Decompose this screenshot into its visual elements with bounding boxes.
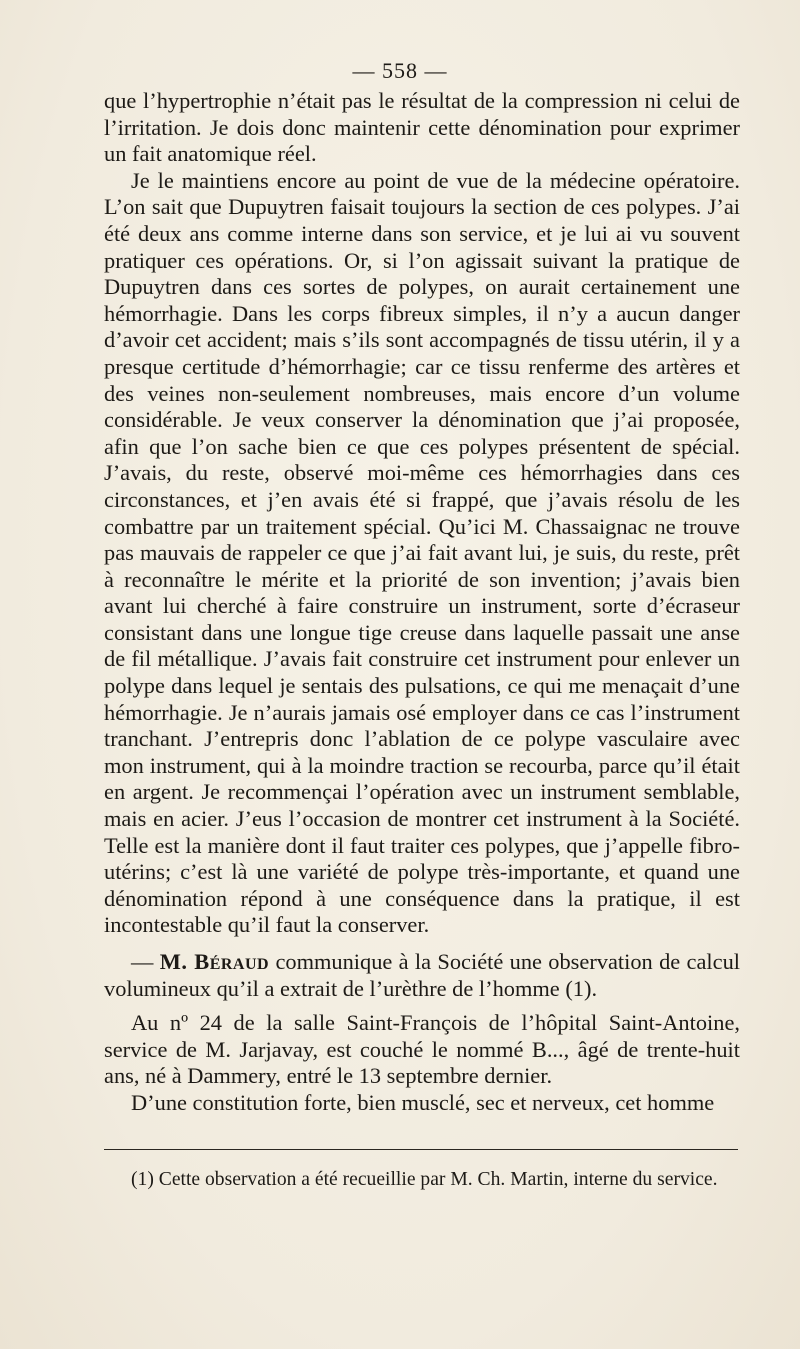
paragraph: Au nº 24 de la salle Saint-François de l’hôpital Saint-Antoine, service de M. Jarjavay, est couché le nommé B..., âgé de trente-huit ans, né à Dammery, entré le 13 septembre dernier. — [104, 1010, 740, 1089]
communication-dash: — — [131, 949, 154, 974]
communication-text: communique à la Société une observation de calcul volumineux qu’il a extrait de l’urèthre de l’homme (1). — [104, 949, 740, 1001]
paragraph: que l’hypertrophie n’était pas le résultat de la compression ni celui de l’irritation. Je dois donc maintenir cette dénomination pour exprimer un fait anatomique réel. — [104, 88, 740, 167]
page-number: — 558 — — [352, 58, 448, 83]
paragraph: D’une constitution forte, bien musclé, sec et nerveux, cet homme — [131, 1089, 715, 1115]
footnote-text: (1) Cette observation a été recueillie par M. Ch. Martin, interne du service. — [131, 1169, 718, 1190]
body-text — [104, 88, 740, 1117]
paragraph: Je le maintiens encore au point de vue de la médecine opératoire. L’on sait que Dupuytren faisait toujours la section de ces polypes. J’ai été deux ans comme interne dans son service, et je lui ai vu souvent pratiquer ces opérations. Or, si l’on agissait suivant la pratique de Dupuytren dans ces sortes de polypes, on aurait certainement une hémorrhagie. Dans les corps fibreux simples, il n’y a aucun danger d’avoir cet accident; mais s’ils sont accompagnés de tissu utérin, il y a presque certitude d’hémorrhagie; car ce tissu renferme des artères et des veines non-seulement nombreuses, mais encore d’un volume considérable. Je veux conserver la dénomination que j’ai proposée, afin que l’on sache bien ce que ces polypes présentent de spécial. J’avais, du reste, observé moi-même ces hémorrhagies dans ces circonstances, et j’en avais été si frappé, que j’avais résolu de les combattre par un traitement spécial. Qu’ici M. Chassaignac ne trouve pas mauvais de rappeler ce que j’ai fait avant lui, je suis, du reste, prêt à reconnaître le mérite et la priorité de son invention; j’avais bien avant lui cherché à faire construire un instrument, sorte d’écraseur consistant dans une longue tige creuse dans laquelle passait une anse de fil métallique. J’avais fait construire cet instrument pour enlever un polype dans lequel je sentais des pulsations, ce qui me menaçait d’une hémorrhagie. Je n’aurais jamais osé employer dans ce cas l’instrument tranchant. J’entrepris donc l’ablation de ce polype vasculaire avec mon instrument, qui à la moindre traction se recourba, parce qu’il était en argent. Je recommençai l’opération avec un instrument semblable, mais en acier. J’eus l’occasion de montrer cet instrument à la Société. Telle est la manière dont il faut traiter ces polypes, que j’appelle fibro-utérins; c’est là une variété de polype très-importante, et quand une dénomination répond à une conséquence dans la pratique, il est incontestable qu’il faut la conserver. — [104, 167, 740, 938]
footnote — [104, 1168, 740, 1192]
communication-paragraph — [104, 949, 740, 1002]
footnote-rule — [104, 1149, 738, 1150]
speaker-name: M. Béraud — [159, 949, 270, 974]
